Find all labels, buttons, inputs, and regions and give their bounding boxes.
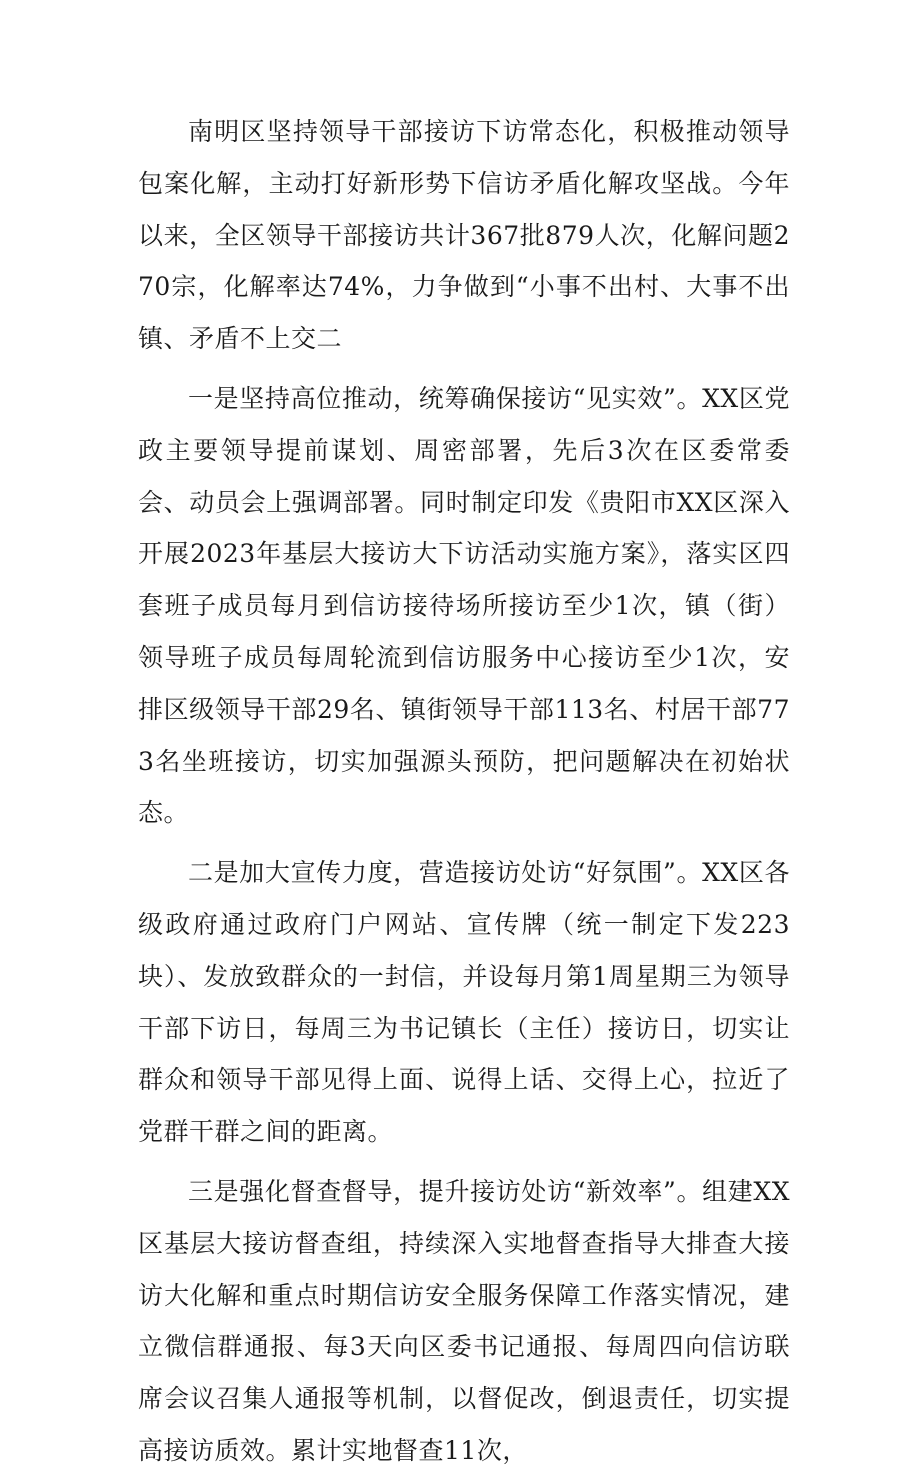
paragraph-point-three: 三是强化督查督导，提升接访处访“新效率”。组建XX区基层大接访督查组，持续深入实地督查指导大排查大接访大化解和重点时期信访安全服务保障工作落实情况，建立微信群通报、每3天向区委书记通报、每周四向信访联席会议召集人通报等机制，以督促改，倒退责任，切实提高接访质效。累计实地督查11次， <box>138 1176 790 1465</box>
document-body <box>138 106 790 1477</box>
paragraph-intro: 南明区坚持领导干部接访下访常态化，积极推动领导包案化解，主动打好新形势下信访矛盾化解攻坚战。今年以来，全区领导干部接访共计367批879人次，化解问题270宗，化解率达74%，力争做到“小事不出村、大事不出镇、矛盾不上交二 <box>138 117 790 354</box>
paragraph-point-one: 一是坚持高位推动，统筹确保接访“见实效”。XX区党政主要领导提前谋划、周密部署，先后3次在区委常委会、动员会上强调部署。同时制定印发《贵阳市XX区深入开展2023年基层大接访大下访活动实施方案》，落实区四套班子成员每月到信访接待场所接访至少1次，镇（街）领导班子成员每周轮流到信访服务中心接访至少1次，安排区级领导干部29名、镇街领导干部113名、村居干部773名坐班接访，切实加强源头预防，把问题解决在初始状态。 <box>138 383 790 828</box>
paragraph-point-two: 二是加大宣传力度，营造接访处访“好氛围”。XX区各级政府通过政府门户网站、宣传牌（统一制定下发223块）、发放致群众的一封信，并设每月第1周星期三为领导干部下访日，每周三为书记镇长（主任）接访日，切实让群众和领导干部见得上面、说得上话、交得上心，拉近了党群干群之间的距离。 <box>138 858 790 1147</box>
